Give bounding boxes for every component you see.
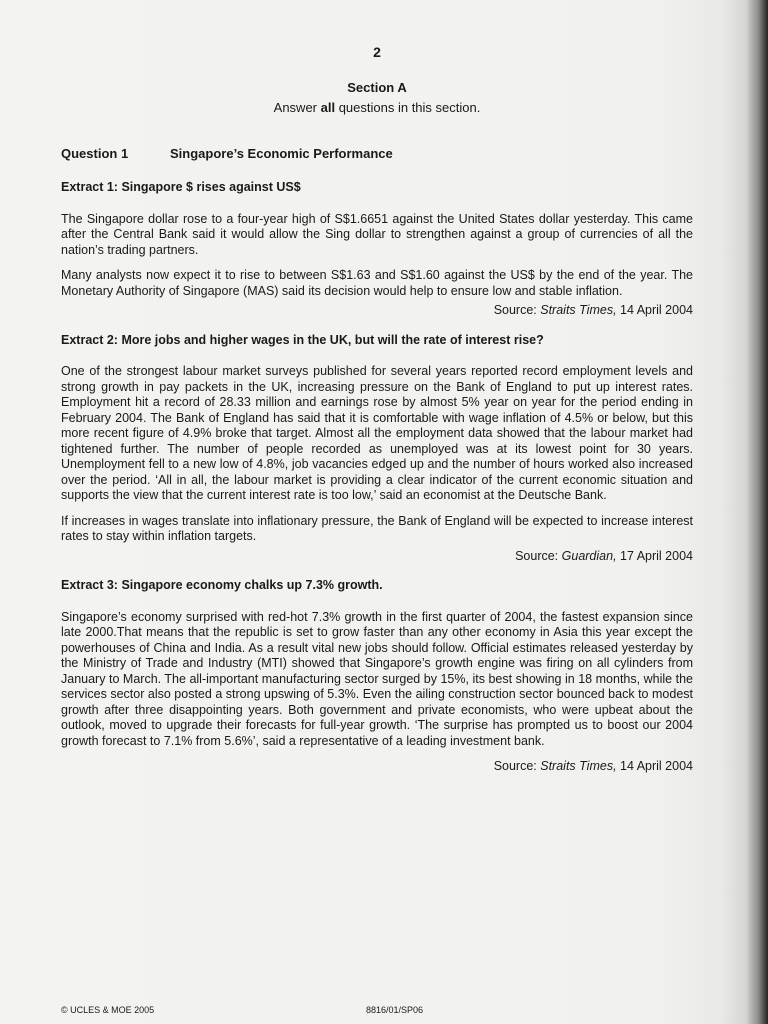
extract-title: Extract 1: Singapore $ rises against US$ [61,180,301,194]
instruction-text-start: Answer [273,100,321,115]
extract-title: Extract 2: More jobs and higher wages in the UK, but will the rate of interest rise? [61,332,544,347]
source-date: 14 April 2004 [616,759,693,773]
page-spine-shadow [746,0,768,1024]
footer-paper-code: 8816/01/SP06 [366,1005,424,1015]
extract-3 [61,578,693,775]
question-topic: Singapore’s Economic Performance [170,146,393,161]
section-instruction [0,100,754,115]
extract-source [61,549,693,565]
extract-1 [61,180,693,319]
extract-paragraph: Many analysts now expect it to rise to between S$1.63 and S$1.60 against the US$ by the end of the year. The Monetary Authority of Singapore (MAS) said its decision would help to ensure low and stable inflation. [61,268,693,298]
question-label: Question 1 [61,146,129,161]
extracts-container [61,180,693,789]
page-number: 2 [373,44,381,60]
extract-source [61,759,693,775]
extract-paragraph: If increases in wages translate into inflationary pressure, the Bank of England will be expected to increase interest rates to stay within inflation targets. [61,513,693,543]
instruction-text-end: questions in this section. [335,100,481,115]
footer-copyright: © UCLES & MOE 2005 [61,1005,155,1015]
extract-2 [61,333,693,565]
extract-title: Extract 3: Singapore economy chalks up 7.3% growth. [61,578,383,592]
instruction-emphasis: all [320,100,336,115]
section-title: Section A [347,80,407,95]
extract-paragraph: One of the strongest labour market surveys published for several years reported record employment levels and strong growth in pay packets in the UK, increasing pressure on the Bank of England to put up interest rates. Employment hit a record of 28.33 million and earnings rose by almost 5% year on year for the period ending in February 2004. The Bank of England has said that it is comfortable with wage inflation of 4.5% or below, but this more recent figure of 4.9% broke that target. Almost all the employment data showed that the labour market had tightened further. The number of people recorded as unemployed was at its lowest point for 30 years. Unemployment fell to a new low of 4.8%, job vacancies edged up and the number of hours worked also increased over the period. ‘All in all, the labour market is providing a clear indicator of the current economic situation and supports the view that the current interest rate is too low,’ said an economist at the Deutsche Bank. [61,364,693,502]
extract-source [61,303,693,319]
source-prefix: Source: [515,548,562,563]
source-publication: Straits Times, [540,303,617,317]
source-date: 17 April 2004 [616,548,693,563]
source-date: 14 April 2004 [616,303,693,317]
extract-paragraph: The Singapore dollar rose to a four-year high of S$1.6651 against the United States dollar yesterday. This came after the Central Bank said it would allow the Sing dollar to strengthen against a group of currencies of all the nation’s trading partners. [61,211,693,257]
source-publication: Guardian, [561,548,617,563]
source-publication: Straits Times, [540,759,617,773]
extract-paragraph: Singapore’s economy surprised with red-hot 7.3% growth in the first quarter of 2004, the fastest expansion since late 2000.That means that the republic is set to grow faster than any other economy in Asia this year except the powerhouses of China and India. As a result vital new jobs should follow. Official estimates released yesterday by the Ministry of Trade and Industry (MTI) showed that Singapore’s growth engine was firing on all cylinders from January to March. The all-important manufacturing sector surged by 15%, its best showing in 18 months, while the services sector also posted a strong upswing of 5.3%. Even the ailing construction sector bounced back to modest growth after three disappointing years. Both government and private economists, who were upbeat about the outlook, moved to upgrade their forecasts for full-year growth. ‘The surprise has prompted us to boost our 2004 growth forecast to 7.1% from 5.6%’, said a representative of a leading investment bank. [61,609,693,748]
source-prefix: Source: [493,303,541,317]
source-prefix: Source: [493,759,541,773]
